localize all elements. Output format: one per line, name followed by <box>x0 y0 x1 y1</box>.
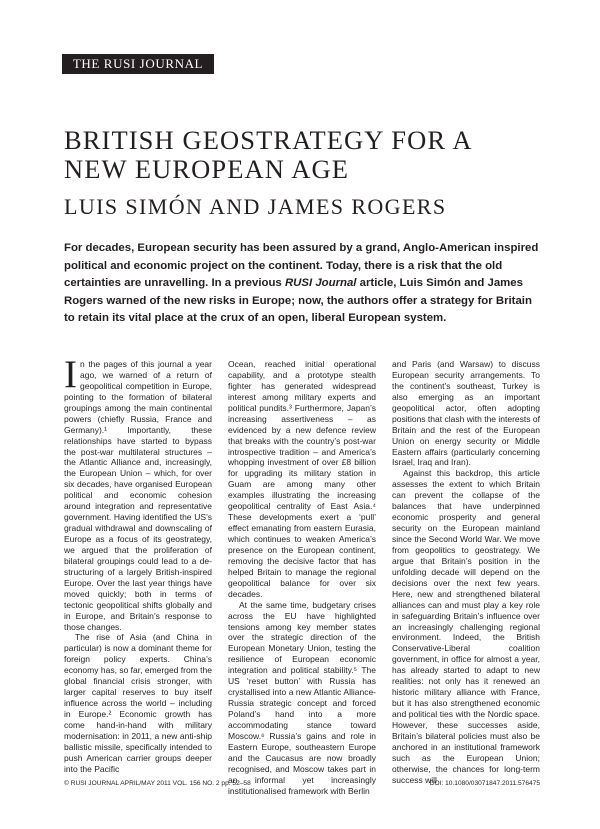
body-paragraph: At the same time, budgetary crises across the EU have highlighted tensions among key member states over the strategic direction of the European Monetary Union, testing the resilience of European economic integration and political stability.⁵ The US ‘reset button’ with Russia has crystallised into a new Atlantic Alliance-Russia strategic concept and forced Poland’s hand into a more accommodating stance toward Moscow.⁶ Russia’s gains and role in Eastern Europe, southeastern Europe and the Caucasus are now broadly recognised, and Moscow takes part in an informal yet increasingly institutionalised framework with Berlin <box>228 599 376 796</box>
body-paragraph <box>64 353 212 632</box>
paragraph-text: n the pages of this journal a year ago, we warned of a return of geopolitical competition in Europe, pointing to the formation of bilateral groupings among the main continental powers (chiefly Russia, France and Germany).¹ Importantly, these relationships have started to bypass the post-war multilateral structures – the Atlantic Alliance and, increasingly, the European Union – which, for over six decades, have organised European political and economic cohesion around integration and representative government. Having identified the US’s gradual withdrawal and downscaling of Europe as a focus of its geostrategy, we argued that the proliferation of bilateral groupings could lead to a de-structuring of a largely British-inspired Europe. Over the last year things have moved quickly; both in terms of tectonic geopolitical shifts globally and in Europe, and Britain’s response to those changes. <box>64 359 212 632</box>
body-paragraph: Against this backdrop, this article assesses the extent to which Britain can prevent the collapse of the balances that have underpinned economic prosperity and general security on the European mainland since the Second World War. We move from geopolitics to geostrategy. We argue that Britain’s position in the unfolding decade will depend on the decisions over the next few years. Here, new and strengthened bilateral alliances can and must play a key role in safeguarding Britain’s influence over an increasingly challenging regional environment. Indeed, the British Conservative-Liberal coalition government, in office for almost a year, has already started to adapt to new realities: not only has it renewed an historic military alliance with France, but it has also strengthened economic and political ties with the Nordic space. However, these successes aside, Britain’s bilateral policies must also be anchored in an institutional framework such as the European Union; otherwise, the chances for long-term success will <box>392 468 540 785</box>
article-title: BRITISH GEOSTRATEGY FOR A NEW EUROPEAN AGE <box>64 125 472 184</box>
abstract-journal-name: RUSI Journal <box>284 277 357 290</box>
body-paragraph: Ocean, reached initial operational capability, and a prototype stealth fighter has generated widespread interest among military experts and political pundits.³ Furthermore, Japan’s increasing assertiveness – as evidenced by a new defence review that breaks with the country’s post-war introspective tradition – and America’s whopping investment of over £8 billion for upgrading its military station in Guam are among many other examples illustrating the increasing geopolitical centrality of East Asia.⁴ These developments exert a ‘pull’ effect emanating from eastern Eurasia, which continues to weaken America’s presence on the European continent, removing the decisive factor that has helped Britain to manage the regional geopolitical balance for over six decades. <box>228 359 376 599</box>
footer-doi: DOI: 10.1080/03071847.2011.576475 <box>429 780 540 787</box>
drop-cap: I <box>64 353 77 396</box>
article-abstract <box>64 240 540 328</box>
article-authors: LUIS SIMÓN AND JAMES ROGERS <box>64 194 447 219</box>
body-column-2 <box>228 359 376 797</box>
abstract-text-part1: For decades, European security has been assured by a grand, Anglo-American inspired political and economic project on the continent. Today, there is a risk that the old certainties are unravelling. In a previous <box>64 242 539 290</box>
journal-banner: THE RUSI JOURNAL <box>62 54 214 74</box>
body-paragraph: and Paris (and Warsaw) to discuss European security arrangements. To the continent’s southeast, Turkey is also emerging as an important geopolitical actor, often adopting positions that clash with the interests of Britain and the rest of the European Union on energy security or Middle Eastern affairs (particularly concerning Israel, Iraq and Iran). <box>392 359 540 468</box>
body-column-3 <box>392 359 540 786</box>
body-paragraph: The rise of Asia (and China in particular) is now a dominant theme for foreign policy experts. China’s economy has, so far, emerged from the global financial crisis stronger, with larger capital reserves to buy itself influence across the world – including in Europe.² Economic growth has come hand-in-hand with military modernisation: in 2011, a new anti-ship ballistic missile, specifically intended to push American carrier groups deeper into the Pacific <box>64 632 212 774</box>
abstract-text-part2: article, Luis Simón and James Rogers warned of the new risks in Europe; now, the authors offer a strategy for Britain to retain its vital place at the crux of an open, liberal European system. <box>64 277 532 325</box>
body-column-1 <box>64 353 212 775</box>
footer-citation: © RUSI JOURNAL APRIL/MAY 2011 VOL. 156 NO. 2 pp. 52–58 <box>64 780 251 787</box>
